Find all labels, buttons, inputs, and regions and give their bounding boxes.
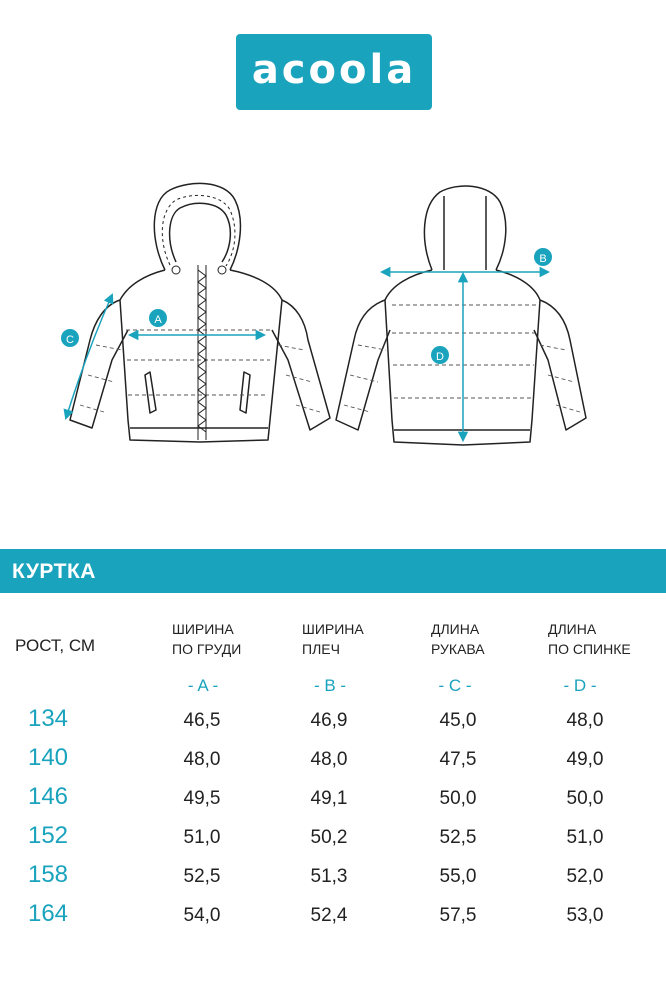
measure-d-label: D bbox=[436, 351, 444, 363]
column-header-shoulders bbox=[302, 619, 364, 659]
measure-c-label: C bbox=[66, 334, 74, 346]
cell-value: 50,2 bbox=[310, 827, 348, 848]
cell-value: 52,5 bbox=[439, 827, 477, 848]
jacket-drawings bbox=[0, 170, 666, 470]
column-header-line: ПО СПИНКЕ bbox=[548, 641, 631, 657]
column-header-line: ПО ГРУДИ bbox=[172, 641, 242, 657]
cell-value: 49,0 bbox=[566, 749, 604, 770]
row-height: 152 bbox=[27, 822, 69, 849]
cell-value: 51,0 bbox=[566, 827, 604, 848]
column-letter-d: - D - bbox=[563, 676, 597, 695]
cell-value: 48,0 bbox=[566, 710, 604, 731]
cell-value: 52,5 bbox=[183, 866, 221, 887]
cell-value: 57,5 bbox=[439, 905, 477, 926]
column-header-line: ШИРИНА bbox=[302, 621, 364, 637]
column-letter-c: - C - bbox=[438, 676, 472, 695]
cell-value: 49,1 bbox=[310, 788, 348, 809]
cell-value: 47,5 bbox=[439, 749, 477, 770]
front-quilting bbox=[80, 330, 320, 412]
column-header-back-length bbox=[548, 619, 631, 659]
column-header-line: ШИРИНА bbox=[172, 621, 234, 637]
cell-value: 52,0 bbox=[566, 866, 604, 887]
cell-value: 53,0 bbox=[566, 905, 604, 926]
brand-logo-text: acoola bbox=[251, 47, 417, 93]
column-letter-b: - B - bbox=[313, 676, 347, 695]
row-height: 164 bbox=[27, 900, 69, 927]
cell-value: 52,4 bbox=[310, 905, 348, 926]
height-header: РОСТ, СМ bbox=[15, 636, 96, 655]
column-letter-a: - A - bbox=[187, 676, 219, 695]
column-header-chest bbox=[172, 619, 241, 659]
cell-value: 46,9 bbox=[310, 710, 348, 731]
measure-a-label: A bbox=[154, 314, 162, 326]
column-header-line: ДЛИНА bbox=[431, 621, 480, 637]
row-height: 146 bbox=[27, 783, 69, 810]
cell-value: 51,3 bbox=[310, 866, 348, 887]
section-title: КУРТКА bbox=[12, 560, 96, 583]
row-height: 158 bbox=[27, 861, 69, 888]
cell-value: 49,5 bbox=[183, 788, 221, 809]
section-banner bbox=[0, 549, 666, 593]
cell-value: 50,0 bbox=[566, 788, 604, 809]
column-header-sleeve bbox=[431, 619, 485, 659]
cell-value: 45,0 bbox=[439, 710, 477, 731]
cell-value: 46,5 bbox=[183, 710, 221, 731]
measure-c-line bbox=[66, 295, 112, 418]
cell-value: 50,0 bbox=[439, 788, 477, 809]
cell-value: 48,0 bbox=[310, 749, 348, 770]
cell-value: 51,0 bbox=[183, 827, 221, 848]
measure-b-label: B bbox=[539, 253, 547, 265]
cell-value: 48,0 bbox=[183, 749, 221, 770]
column-header-line: ДЛИНА bbox=[548, 621, 597, 637]
column-header-line: ПЛЕЧ bbox=[302, 641, 340, 657]
cell-value: 54,0 bbox=[183, 905, 221, 926]
zipper bbox=[198, 265, 206, 440]
row-height: 140 bbox=[27, 744, 69, 771]
brand-logo bbox=[236, 34, 432, 110]
cell-value: 55,0 bbox=[439, 866, 477, 887]
column-header-line: РУКАВА bbox=[431, 641, 485, 657]
jacket-back-view bbox=[336, 186, 586, 445]
row-height: 134 bbox=[27, 705, 69, 732]
